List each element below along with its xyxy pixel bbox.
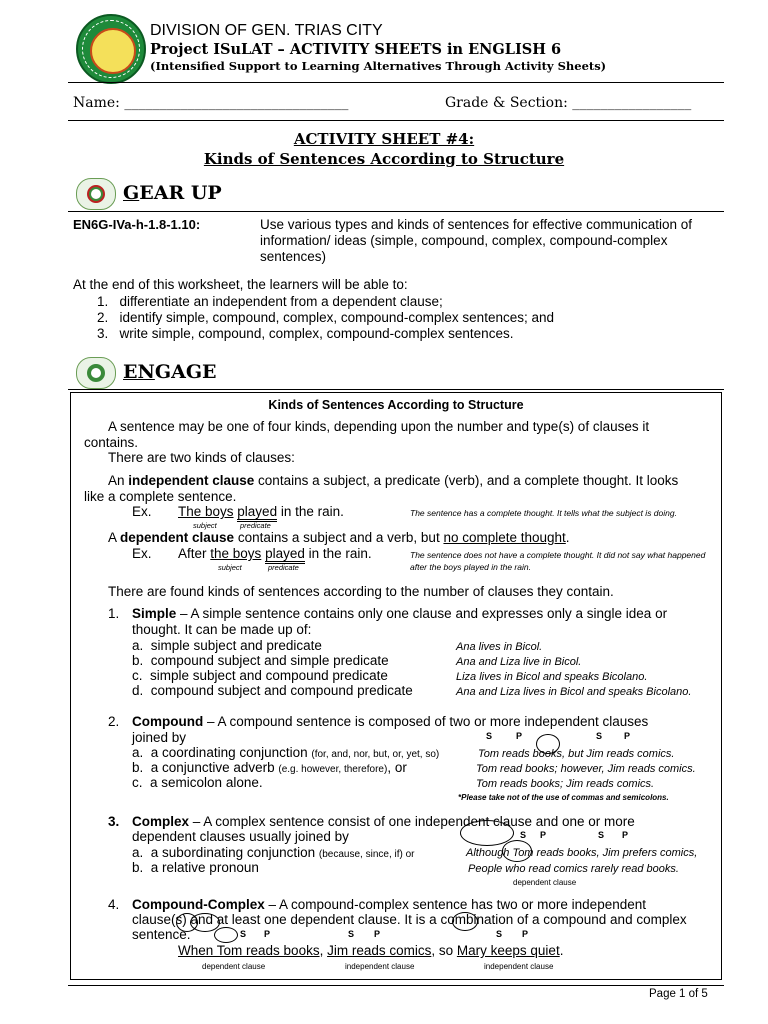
cc-dependent-label: dependent clause bbox=[202, 962, 266, 971]
independent-clause-def-2: like a complete sentence. bbox=[84, 489, 237, 504]
circle-mark-a bbox=[452, 912, 478, 931]
compound-s1: S bbox=[486, 731, 493, 741]
cc-s2: S bbox=[348, 929, 355, 939]
brain-icon bbox=[76, 357, 116, 389]
page-number: Page 1 of 5 bbox=[649, 988, 708, 1000]
independent-clause-def: An independent clause contains a subject, a predicate (verb), and a complete thought. It looks bbox=[108, 473, 679, 488]
grade-section-field[interactable]: Grade & Section: _________________ bbox=[445, 95, 692, 111]
four-kinds-line: There are found kinds of sentences according to the number of clauses they contain. bbox=[108, 584, 614, 599]
subject-label-1: subject bbox=[193, 521, 217, 530]
simple-item-a: a. simple subject and predicate bbox=[132, 638, 322, 653]
compound-example-c: Tom reads books; Jim reads comics. bbox=[476, 778, 655, 790]
cc-def-3: sentence. bbox=[132, 927, 191, 942]
compound-def: Compound – A compound sentence is composed of two or more independent clauses bbox=[132, 714, 649, 729]
complex-p2: P bbox=[622, 830, 629, 840]
cc-s3: S bbox=[496, 929, 503, 939]
objective-3: 3. write simple, compound, complex, compound-complex sentences. bbox=[97, 326, 514, 341]
complex-p1: P bbox=[540, 830, 547, 840]
objective-2: 2. identify simple, compound, complex, compound-complex sentences; and bbox=[97, 310, 554, 325]
cc-independent-label-2: independent clause bbox=[484, 962, 554, 971]
compound-number: 2. bbox=[108, 714, 120, 729]
objectives-intro: At the end of this worksheet, the learners will be able to: bbox=[73, 277, 408, 292]
example-2: After the boys played in the rain. bbox=[178, 546, 372, 561]
compound-def-2: joined by bbox=[132, 730, 187, 745]
compound-item-c: c. a semicolon alone. bbox=[132, 775, 263, 790]
circle-mark-period bbox=[214, 927, 238, 943]
competency-code: EN6G-IVa-h-1.8-1.10: bbox=[73, 217, 201, 232]
complex-number: 3. bbox=[108, 814, 120, 829]
target-icon bbox=[76, 178, 116, 210]
cc-s1: S bbox=[240, 929, 247, 939]
ex-label-1: Ex. bbox=[132, 504, 152, 519]
intro-line-2: contains. bbox=[84, 435, 139, 450]
project-title: Project ISuLAT – ACTIVITY SHEETS in ENGLISH 6 bbox=[150, 41, 562, 58]
complex-item-b: b. a relative pronoun bbox=[132, 860, 259, 875]
complex-dependent-label: dependent clause bbox=[513, 878, 577, 887]
two-kinds-line: There are two kinds of clauses: bbox=[108, 450, 295, 465]
simple-example-a: Ana lives in Bicol. bbox=[456, 641, 543, 653]
simple-example-d: Ana and Liza lives in Bicol and speaks Bicolano. bbox=[456, 686, 692, 698]
example-2-note-1: The sentence does not have a complete thought. It did not say what happened bbox=[410, 550, 706, 560]
engage-divider bbox=[68, 389, 724, 390]
complex-s2: S bbox=[598, 830, 605, 840]
simple-def-2: thought. It can be made up of: bbox=[132, 622, 312, 637]
subject-label-2: subject bbox=[218, 563, 242, 572]
division-seal-logo bbox=[76, 14, 146, 84]
simple-item-b: b. compound subject and simple predicate bbox=[132, 653, 389, 668]
simple-item-d: d. compound subject and compound predicate bbox=[132, 683, 413, 698]
simple-item-c: c. simple subject and compound predicate bbox=[132, 668, 388, 683]
cc-number: 4. bbox=[108, 897, 120, 912]
predicate-label-1: predicate bbox=[240, 521, 271, 530]
cc-independent-label-1: independent clause bbox=[345, 962, 415, 971]
compound-example-b: Tom read books; however, Jim reads comics. bbox=[476, 763, 696, 775]
gear-up-heading: GEAR UP bbox=[123, 182, 222, 204]
name-field[interactable]: Name: ________________________________ bbox=[73, 95, 349, 111]
simple-example-b: Ana and Liza live in Bicol. bbox=[456, 656, 582, 668]
activity-sheet-number: ACTIVITY SHEET #4: bbox=[293, 130, 475, 148]
cc-p3: P bbox=[522, 929, 529, 939]
complex-def-2: dependent clauses usually joined by bbox=[132, 829, 349, 844]
cc-def-2: clause(s) and at least one dependent clause. It is a combination of a compound and complex bbox=[132, 912, 687, 927]
example-1-note: The sentence has a complete thought. It tells what the subject is doing. bbox=[410, 508, 677, 518]
cc-def: Compound-Complex – A compound-complex sentence has two or more independent bbox=[132, 897, 646, 912]
simple-example-c: Liza lives in Bicol and speaks Bicolano. bbox=[456, 671, 648, 683]
compound-s2: S bbox=[596, 731, 603, 741]
box-title: Kinds of Sentences According to Structure bbox=[268, 398, 524, 412]
gear-up-divider bbox=[68, 211, 724, 212]
compound-note: *Please take not of the use of commas and semicolons. bbox=[458, 793, 669, 802]
objective-1: 1. differentiate an independent from a dependent clause; bbox=[97, 294, 443, 309]
complex-example-a: Although Tom reads books, Jim prefers comics, bbox=[466, 847, 698, 859]
competency-text: Use various types and kinds of sentences for effective communication of information/ ideas (simple, compound, complex, compound-complex sentences) bbox=[260, 217, 692, 264]
example-2-note-2: after the boys played in the rain. bbox=[410, 562, 531, 572]
complex-s1: S bbox=[520, 830, 527, 840]
complex-item-a: a. a subordinating conjunction (because, since, if) or bbox=[132, 845, 415, 860]
complex-example-b: People who read comics rarely read books. bbox=[468, 863, 679, 875]
compound-item-b: b. a conjunctive adverb (e.g. however, therefore), or bbox=[132, 760, 407, 775]
compound-item-a: a. a coordinating conjunction (for, and, nor, but, or, yet, so) bbox=[132, 745, 440, 760]
intro-line-1: A sentence may be one of four kinds, depending upon the number and type(s) of clauses it bbox=[108, 419, 650, 434]
complex-def: Complex – A complex sentence consist of one independent clause and one or more bbox=[132, 814, 635, 829]
footer-divider bbox=[68, 985, 724, 986]
simple-def: Simple – A simple sentence contains only one clause and expresses only a single idea or bbox=[132, 606, 668, 621]
compound-p1: P bbox=[516, 731, 523, 741]
cc-p2: P bbox=[374, 929, 381, 939]
compound-example-a: Tom reads books, but Jim reads comics. bbox=[478, 748, 675, 760]
name-row bbox=[73, 95, 723, 111]
header-divider bbox=[68, 82, 724, 83]
engage-heading: ENGAGE bbox=[123, 361, 217, 383]
compound-p2: P bbox=[624, 731, 631, 741]
simple-number: 1. bbox=[108, 606, 120, 621]
dependent-clause-def: A dependent clause contains a subject and a verb, but no complete thought. bbox=[108, 530, 570, 545]
example-1: The boys played in the rain. bbox=[178, 504, 344, 519]
name-divider bbox=[68, 120, 724, 121]
cc-example: When Tom reads books, Jim reads comics, so Mary keeps quiet. bbox=[178, 943, 564, 958]
predicate-label-2: predicate bbox=[268, 563, 299, 572]
division-name: DIVISION OF GEN. TRIAS CITY bbox=[150, 22, 383, 39]
cc-p1: P bbox=[264, 929, 271, 939]
ex-label-2: Ex. bbox=[132, 546, 152, 561]
activity-sheet-title: Kinds of Sentences According to Structure bbox=[203, 150, 565, 168]
project-subtitle: (Intensified Support to Learning Alternatives Through Activity Sheets) bbox=[150, 59, 607, 73]
